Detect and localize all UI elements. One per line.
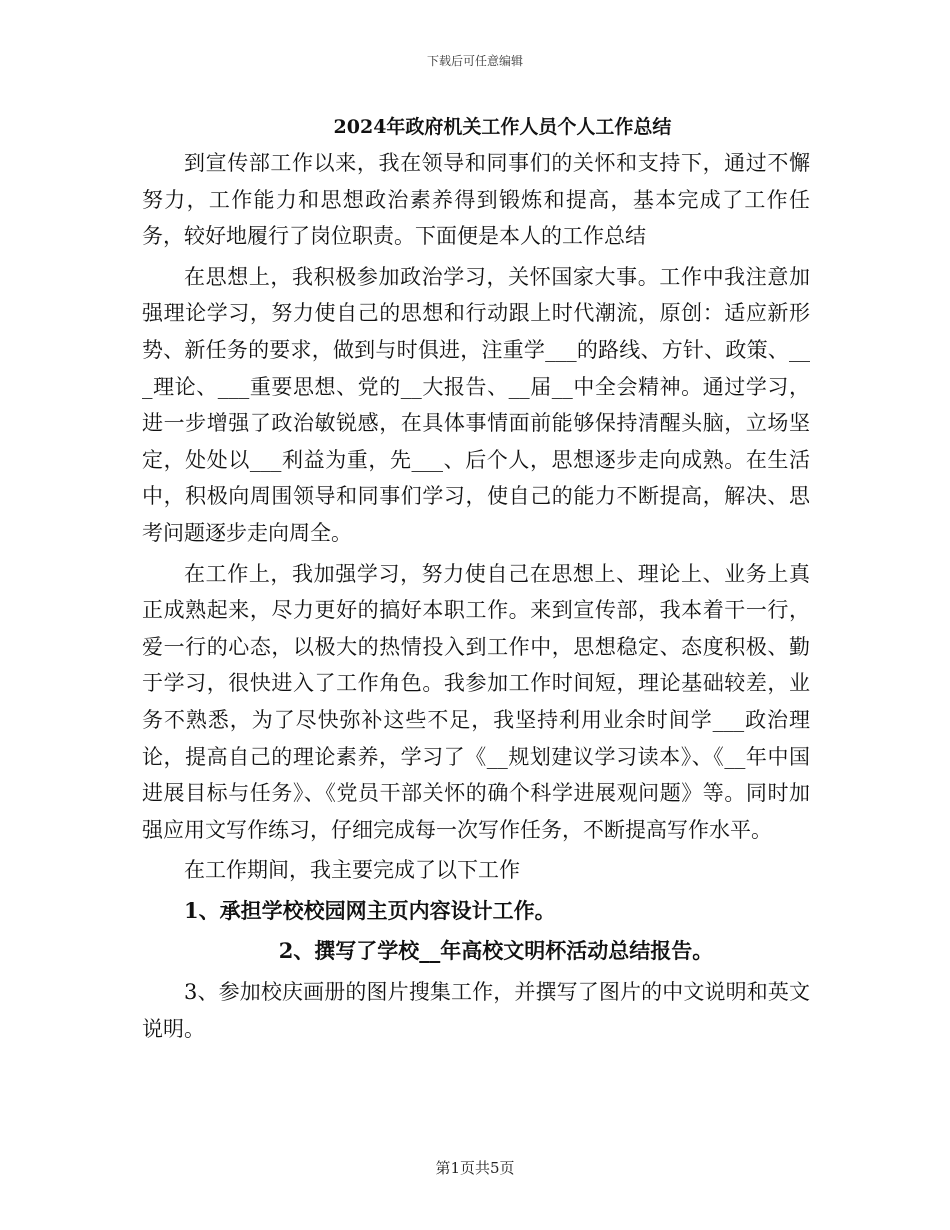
- work-item-2: 2、撰写了学校__年高校文明杯活动总结报告。: [278, 938, 714, 964]
- paragraph-intro: 到宣传部工作以来，我在领导和同事们的关怀和支持下，通过不懈努力，工作能力和思想政治素养得到锻炼和提高，基本完成了工作任务，较好地履行了岗位职责。下面便是本人的工作总结: [142, 151, 810, 249]
- work-item-1: 1、承担学校校园网主页内容设计工作。: [184, 897, 556, 923]
- work-item-3: 3、参加校庆画册的图片搜集工作，并撰写了图片的中文说明和英文说明。: [142, 980, 810, 1041]
- paragraph-thought: 在思想上，我积极参加政治学习，关怀国家大事。工作中我注意加强理论学习，努力使自己的思想和行动跟上时代潮流，原创：适应新形势、新任务的要求，做到与时俱进，注重学___的路线、方针、政策、___理论、___重要思想、党的__大报告、__届__中全会精神。通过学习，进一步增强了政治敏锐感，在具体事情面前能够保持清醒头脑，立场坚定，处处以___利益为重，先___、后个人，思想逐步走向成熟。在生活中，积极向周围领导和同事们学习，使自己的能力不断提高，解决、思考问题逐步走向周全。: [142, 264, 810, 545]
- document-body: [142, 145, 810, 1047]
- page-title: 2024年政府机关工作人员个人工作总结: [333, 116, 672, 138]
- page-footer: 第1页共5页: [435, 1159, 515, 1177]
- header-note: 下载后可任意编辑: [426, 54, 523, 68]
- work-intro-line: 在工作期间，我主要完成了以下工作: [184, 858, 520, 883]
- paragraph-work: 在工作上，我加强学习，努力使自己在思想上、理论上、业务上真正成熟起来，尽力更好的搞好本职工作。来到宣传部，我本着干一行，爱一行的心态，以极大的热情投入到工作中，思想稳定、态度积极、勤于学习，很快进入了工作角色。我参加工作时间短，理论基础较差，业务不熟悉，为了尽快弥补这些不足，我坚持利用业余时间学___政治理论，提高自己的理论素养，学习了《__规划建议学习读本》、《__年中国进展目标与任务》、《党员干部关怀的确个科学进展观问题》等。同时加强应用文写作练习，仔细完成每一次写作任务，不断提高写作水平。: [142, 561, 810, 842]
